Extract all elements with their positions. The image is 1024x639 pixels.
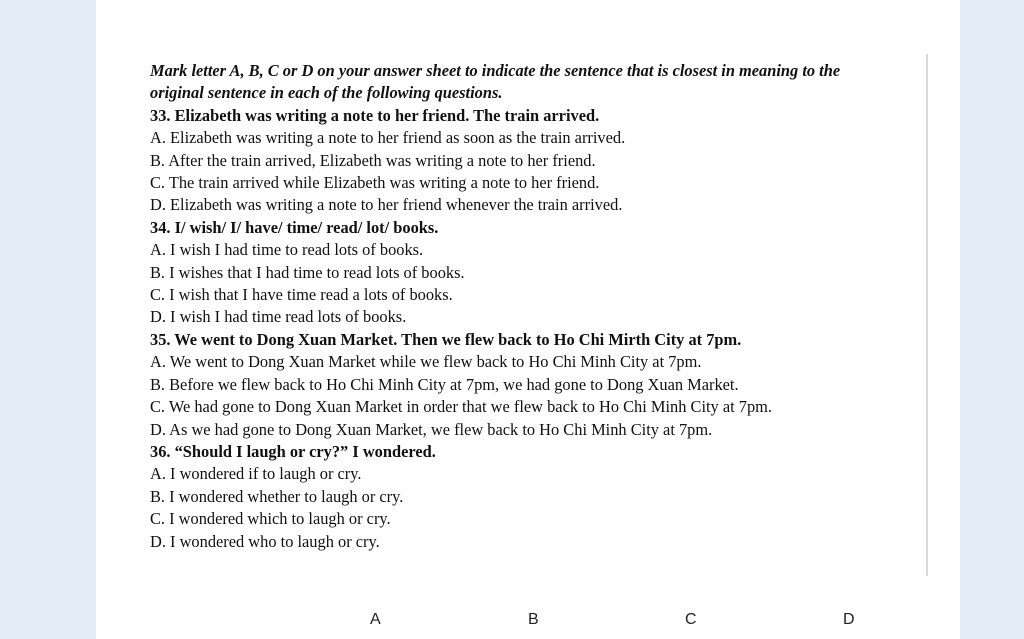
option-c: C. I wondered which to laugh or cry. bbox=[150, 509, 391, 529]
question-title: 35. We went to Dong Xuan Market. Then we flew back to Ho Chi Mirth City at 7pm. bbox=[150, 329, 742, 349]
answer-choice-a[interactable]: A bbox=[370, 611, 381, 628]
option-c: C. I wish that I have time read a lots of books. bbox=[150, 285, 453, 305]
option-d: D. As we had gone to Dong Xuan Market, we flew back to Ho Chi Minh City at 7pm. bbox=[150, 419, 713, 439]
option-b: B. I wishes that I had time to read lots of books. bbox=[150, 262, 465, 282]
option-a: A. We went to Dong Xuan Market while we flew back to Ho Chi Minh City at 7pm. bbox=[150, 352, 702, 372]
option-d: D. I wondered who to laugh or cry. bbox=[150, 531, 380, 551]
instruction-text: Mark letter A, B, C or D on your answer sheet to indicate the sentence that is closest in meaning to the original sentence in each of the following questions. bbox=[150, 61, 841, 103]
option-b: B. I wondered whether to laugh or cry. bbox=[150, 486, 404, 506]
option-d: D. I wish I had time read lots of books. bbox=[150, 307, 407, 327]
answer-choice-c[interactable]: C bbox=[685, 611, 697, 628]
question-title: 34. I/ wish/ I/ have/ time/ read/ lot/ books. bbox=[150, 217, 439, 237]
option-b: B. Before we flew back to Ho Chi Minh City at 7pm, we had gone to Dong Xuan Market. bbox=[150, 374, 739, 394]
question-33 bbox=[150, 105, 890, 217]
answer-choices-bar bbox=[0, 611, 1024, 631]
option-c: C. We had gone to Dong Xuan Market in order that we flew back to Ho Chi Minh City at 7pm. bbox=[150, 397, 773, 417]
question-34 bbox=[150, 217, 890, 329]
answer-choice-d[interactable]: D bbox=[843, 611, 855, 628]
option-d: D. Elizabeth was writing a note to her friend whenever the train arrived. bbox=[150, 195, 623, 215]
page-margin-line bbox=[926, 54, 928, 576]
option-a: A. Elizabeth was writing a note to her friend as soon as the train arrived. bbox=[150, 128, 626, 148]
option-a: A. I wish I had time to read lots of books. bbox=[150, 240, 424, 260]
question-35 bbox=[150, 329, 890, 441]
exercise-content bbox=[150, 60, 890, 553]
answer-choice-b[interactable]: B bbox=[528, 611, 539, 628]
option-a: A. I wondered if to laugh or cry. bbox=[150, 464, 362, 484]
question-title: 33. Elizabeth was writing a note to her friend. The train arrived. bbox=[150, 105, 600, 125]
option-c: C. The train arrived while Elizabeth was writing a note to her friend. bbox=[150, 173, 600, 193]
option-b: B. After the train arrived, Elizabeth was writing a note to her friend. bbox=[150, 150, 596, 170]
question-36 bbox=[150, 441, 890, 553]
question-title: 36. “Should I laugh or cry?” I wondered. bbox=[150, 441, 436, 461]
